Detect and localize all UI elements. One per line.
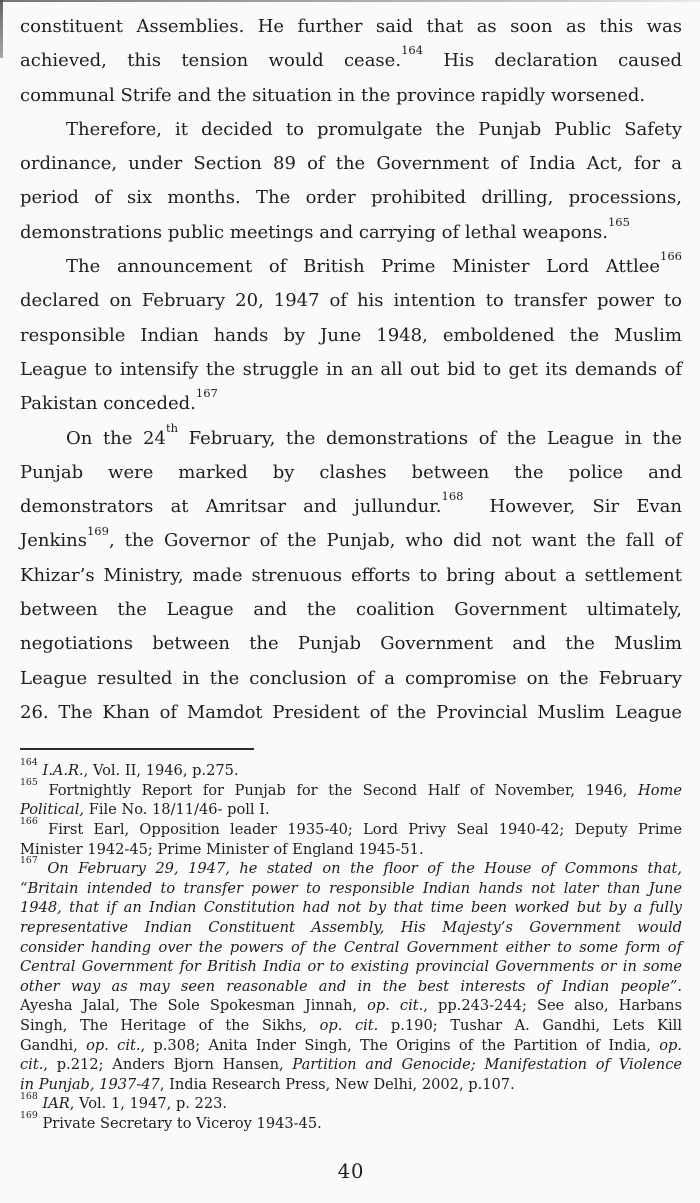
footnote-line: Political, File No. 18/11/46- poll I. <box>20 801 270 819</box>
body-line: The announcement of British Prime Minister Lord Attlee$^{166}$ <box>66 249 682 278</box>
body-line: ordinance, under Section 89 of the Government of India Act, for a <box>20 153 682 175</box>
body-line: League to intensify the struggle in an all out bid to get its demands of <box>20 358 682 380</box>
body-line: Jenkins$^{169}$, the Governor of the Punjab, who did not want the fall of <box>20 523 682 552</box>
footnote-line: $^{166}$ First Earl, Opposition leader 1935-40; Lord Privy Seal 1940-42; Deputy Prime <box>20 816 682 839</box>
footnote-line: $^{167}$ On February 29, 1947, he stated on the floor of the House of Commons that, <box>20 855 682 878</box>
footnote-line: representative Indian Constituent Assembly, His Majesty’s Government would <box>20 918 682 936</box>
footnotes <box>20 757 683 1133</box>
footnote-line: $^{165}$ Fortnightly Report for Punjab for the Second Half of November, 1946, Home <box>20 777 682 799</box>
body-line: Khizar’s Ministry, made strenuous efforts to bring about a settlement <box>20 564 682 586</box>
scan-artifact-top-edge <box>0 0 700 2</box>
body-line: Punjab were marked by clashes between the police and <box>20 461 682 483</box>
footnote-line: Ayesha Jalal, The Sole Spokesman Jinnah, op. cit., pp.243-244; See also, Harbans <box>20 997 683 1015</box>
footnote-line: Central Government for British India or to existing provincial Governments or in some <box>20 958 682 976</box>
body-line: negotiations between the Punjab Government and the Muslim <box>20 633 682 655</box>
body-line: between the League and the coalition Government ultimately, <box>20 599 682 621</box>
footnote-line: in Punjab, 1937-47, India Research Press, New Delhi, 2002, p.107. <box>20 1075 515 1093</box>
footnote-line: $^{168}$ IAR, Vol. 1, 1947, p. 223. <box>20 1090 228 1113</box>
body-line: responsible Indian hands by June 1948, emboldened the Muslim <box>20 324 682 346</box>
page-number: 40 <box>337 1159 365 1183</box>
footnote-line: Gandhi, op. cit., p.308; Anita Inder Singh, The Origins of the Partition of India, op. <box>20 1036 682 1054</box>
footnote-line: other way as may seen reasonable and in the best interests of Indian people”. <box>20 977 682 995</box>
body-line: achieved, this tension would cease.$^{164}$ His declaration caused <box>20 43 682 72</box>
footnote-line: Singh, The Heritage of the Sikhs, op. cit. p.190; Tushar A. Gandhi, Lets Kill <box>20 1016 682 1034</box>
body-line: League resulted in the conclusion of a compromise on the February <box>20 667 682 689</box>
body-line: declared on February 20, 1947 of his intention to transfer power to <box>20 290 682 312</box>
body-line: constituent Assemblies. He further said that as soon as this was <box>20 16 682 37</box>
footnote-line: consider handing over the powers of the Central Government either to some form of <box>20 938 682 956</box>
body-line: demonstrations public meetings and carrying of lethal weapons.$^{165}$ <box>20 214 630 243</box>
body-line: On the 24th February, the demonstrations of the League in the <box>66 420 682 449</box>
body-line: communal Strife and the situation in the province rapidly worsened. <box>20 84 646 106</box>
body-text <box>20 10 682 730</box>
footnote-line: 1948, that if an Indian Constitution had not by that time been worked but by a fully <box>20 899 682 917</box>
footnote-line: cit., p.212; Anders Bjorn Hansen, Partition and Genocide; Manifestation of Violence <box>20 1056 682 1074</box>
body-line: period of six months. The order prohibited drilling, processions, <box>20 187 682 209</box>
body-line: Pakistan conceded.$^{167}$ <box>20 386 218 415</box>
footnote-line: $^{169}$ Private Secretary to Viceroy 1943-45. <box>20 1110 322 1132</box>
body-line: Therefore, it decided to promulgate the Punjab Public Safety <box>66 118 682 140</box>
body-line: demonstrators at Amritsar and jullundur.$^{168}$ However, Sir Evan <box>20 489 682 518</box>
footnote-line: Minister 1942-45; Prime Minister of England 1945-51. <box>20 840 424 858</box>
scan-artifact-left-edge <box>0 0 3 58</box>
footnote-line: $^{164}$ I.A.R., Vol. II, 1946, p.275. <box>20 757 239 780</box>
body-line: 26. The Khan of Mamdot President of the Provincial Muslim League <box>20 701 682 723</box>
footnote-line: “Britain intended to transfer power to responsible Indian hands not later than June <box>20 879 682 897</box>
footnote-separator <box>20 748 254 750</box>
